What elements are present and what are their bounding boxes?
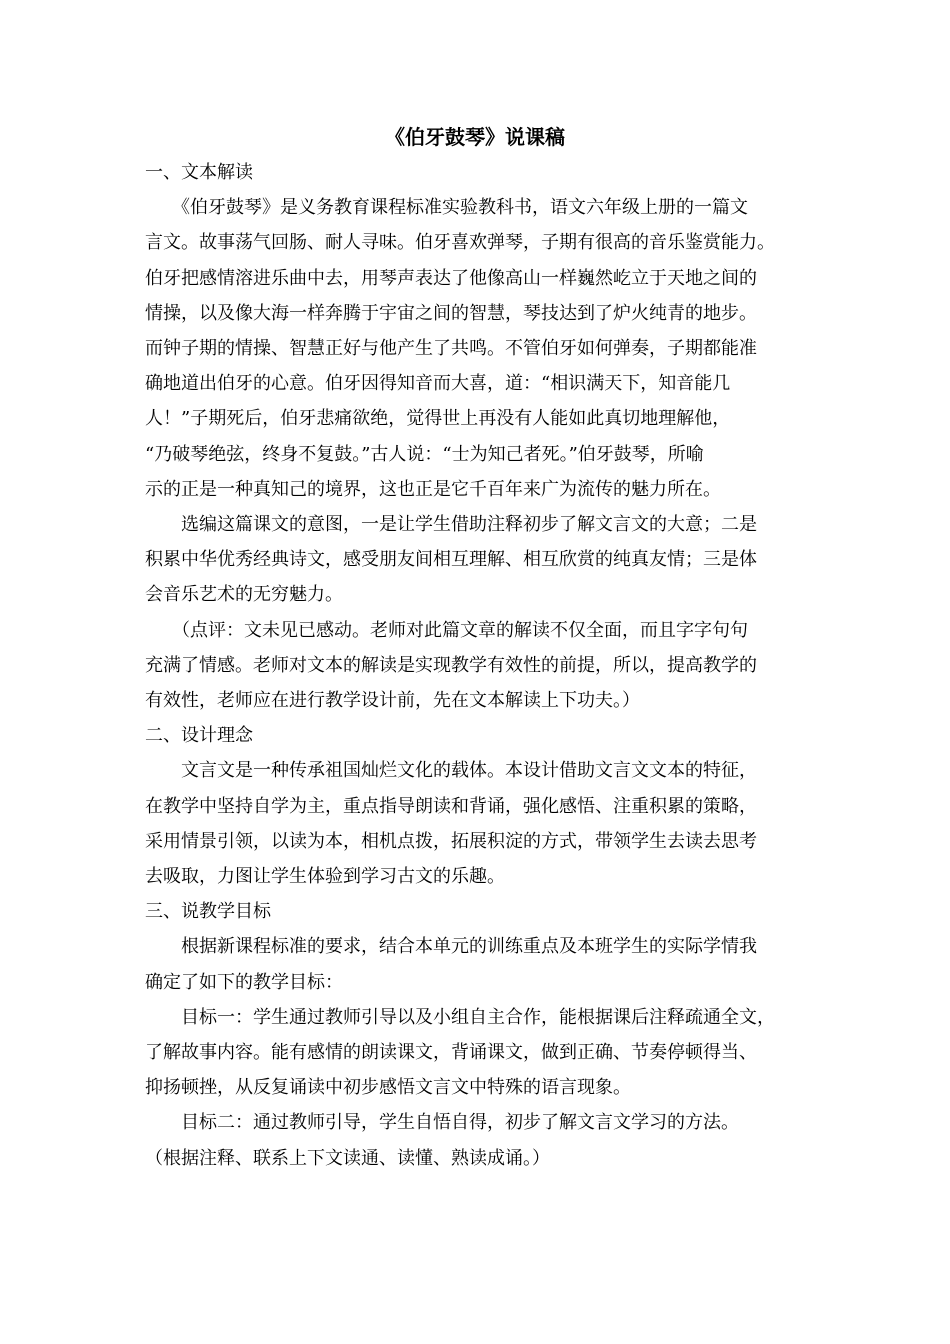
paragraph-line: 了解故事内容。能有感情的朗读课文，背诵课文，做到正确、节奏停顿得当、 xyxy=(145,1042,757,1063)
paragraph-line: 言文。故事荡气回肠、耐人寻味。伯牙喜欢弹琴，子期有很高的音乐鉴赏能力。 xyxy=(145,232,775,254)
paragraph-line: 二、设计理念 xyxy=(145,725,253,747)
paragraph-line: 人！”子期死后，伯牙悲痛欲绝，觉得世上再没有人能如此真切地理解他， xyxy=(145,408,731,430)
paragraph-line: 去吸取，力图让学生体验到学习古文的乐趣。 xyxy=(145,866,505,887)
paragraph-line: （根据注释、联系上下文读通、读懂、熟读成诵。） xyxy=(145,1147,550,1169)
paragraph-line: 情操，以及像大海一样奔腾于宇宙之间的智慧，琴技达到了炉火纯青的地步。 xyxy=(145,302,757,324)
paragraph-line: 抑扬顿挫，从反复诵读中初步感悟文言文中特殊的语言现象。 xyxy=(145,1077,631,1099)
paragraph-line: 充满了情感。老师对文本的解读是实现教学有效性的前提，所以，提高教学的 xyxy=(145,654,757,676)
paragraph-line: 一、文本解读 xyxy=(145,162,253,183)
paragraph-line: 而钟子期的情操、智慧正好与他产生了共鸣。不管伯牙如何弹奏，子期都能准 xyxy=(145,338,757,359)
paragraph-line: 根据新课程标准的要求，结合本单元的训练重点及本班学生的实际学情我 xyxy=(145,936,757,958)
paragraph-line: 会音乐艺术的无穷魅力。 xyxy=(145,584,343,606)
paragraph-line: 积累中华优秀经典诗文，感受朋友间相互理解、相互欣赏的纯真友情；三是体 xyxy=(145,549,757,571)
paragraph-line: 有效性，老师应在进行教学设计前，先在文本解读上下功夫。） xyxy=(145,690,640,711)
paragraph-line: 确定了如下的教学目标： xyxy=(145,971,343,993)
paragraph-line: 文言文是一种传承祖国灿烂文化的载体。本设计借助文言文文本的特征， xyxy=(145,760,757,782)
paragraph-line: 《伯牙鼓琴》是义务教育课程标准实验教科书，语文六年级上册的一篇文 xyxy=(145,197,748,219)
paragraph-line: 示的正是一种真知己的境界，这也正是它千百年来广为流传的魅力所在。 xyxy=(145,478,721,500)
document-title: 《伯牙鼓琴》说课稿 xyxy=(385,125,565,149)
paragraph-line: 在教学中坚持自学为主，重点指导朗读和背诵，强化感悟、注重积累的策略， xyxy=(145,795,757,817)
paragraph-line: 三、说教学目标 xyxy=(145,901,271,923)
paragraph-line: 选编这篇课文的意图，一是让学生借助注释初步了解文言文的大意；二是 xyxy=(145,514,757,535)
paragraph-line: 目标一：学生通过教师引导以及小组自主合作，能根据课后注释疏通全文， xyxy=(145,1006,775,1028)
paragraph-line: 采用情景引领，以读为本，相机点拨，拓展积淀的方式，带领学生去读去思考 xyxy=(145,830,757,852)
paragraph-line: 伯牙把感情溶进乐曲中去，用琴声表达了他像高山一样巍然屹立于天地之间的 xyxy=(145,267,757,289)
paragraph-line: “乃破琴绝弦，终身不复鼓。”古人说：“士为知己者死。”伯牙鼓琴，所喻 xyxy=(145,443,704,465)
paragraph-line: 目标二：通过教师引导，学生自悟自得，初步了解文言文学习的方法。 xyxy=(145,1112,739,1134)
paragraph-line: （点评：文未见已感动。老师对此篇文章的解读不仅全面，而且字字句句 xyxy=(145,619,748,641)
paragraph-line: 确地道出伯牙的心意。伯牙因得知音而大喜，道：“相识满天下，知音能几 xyxy=(145,373,731,395)
